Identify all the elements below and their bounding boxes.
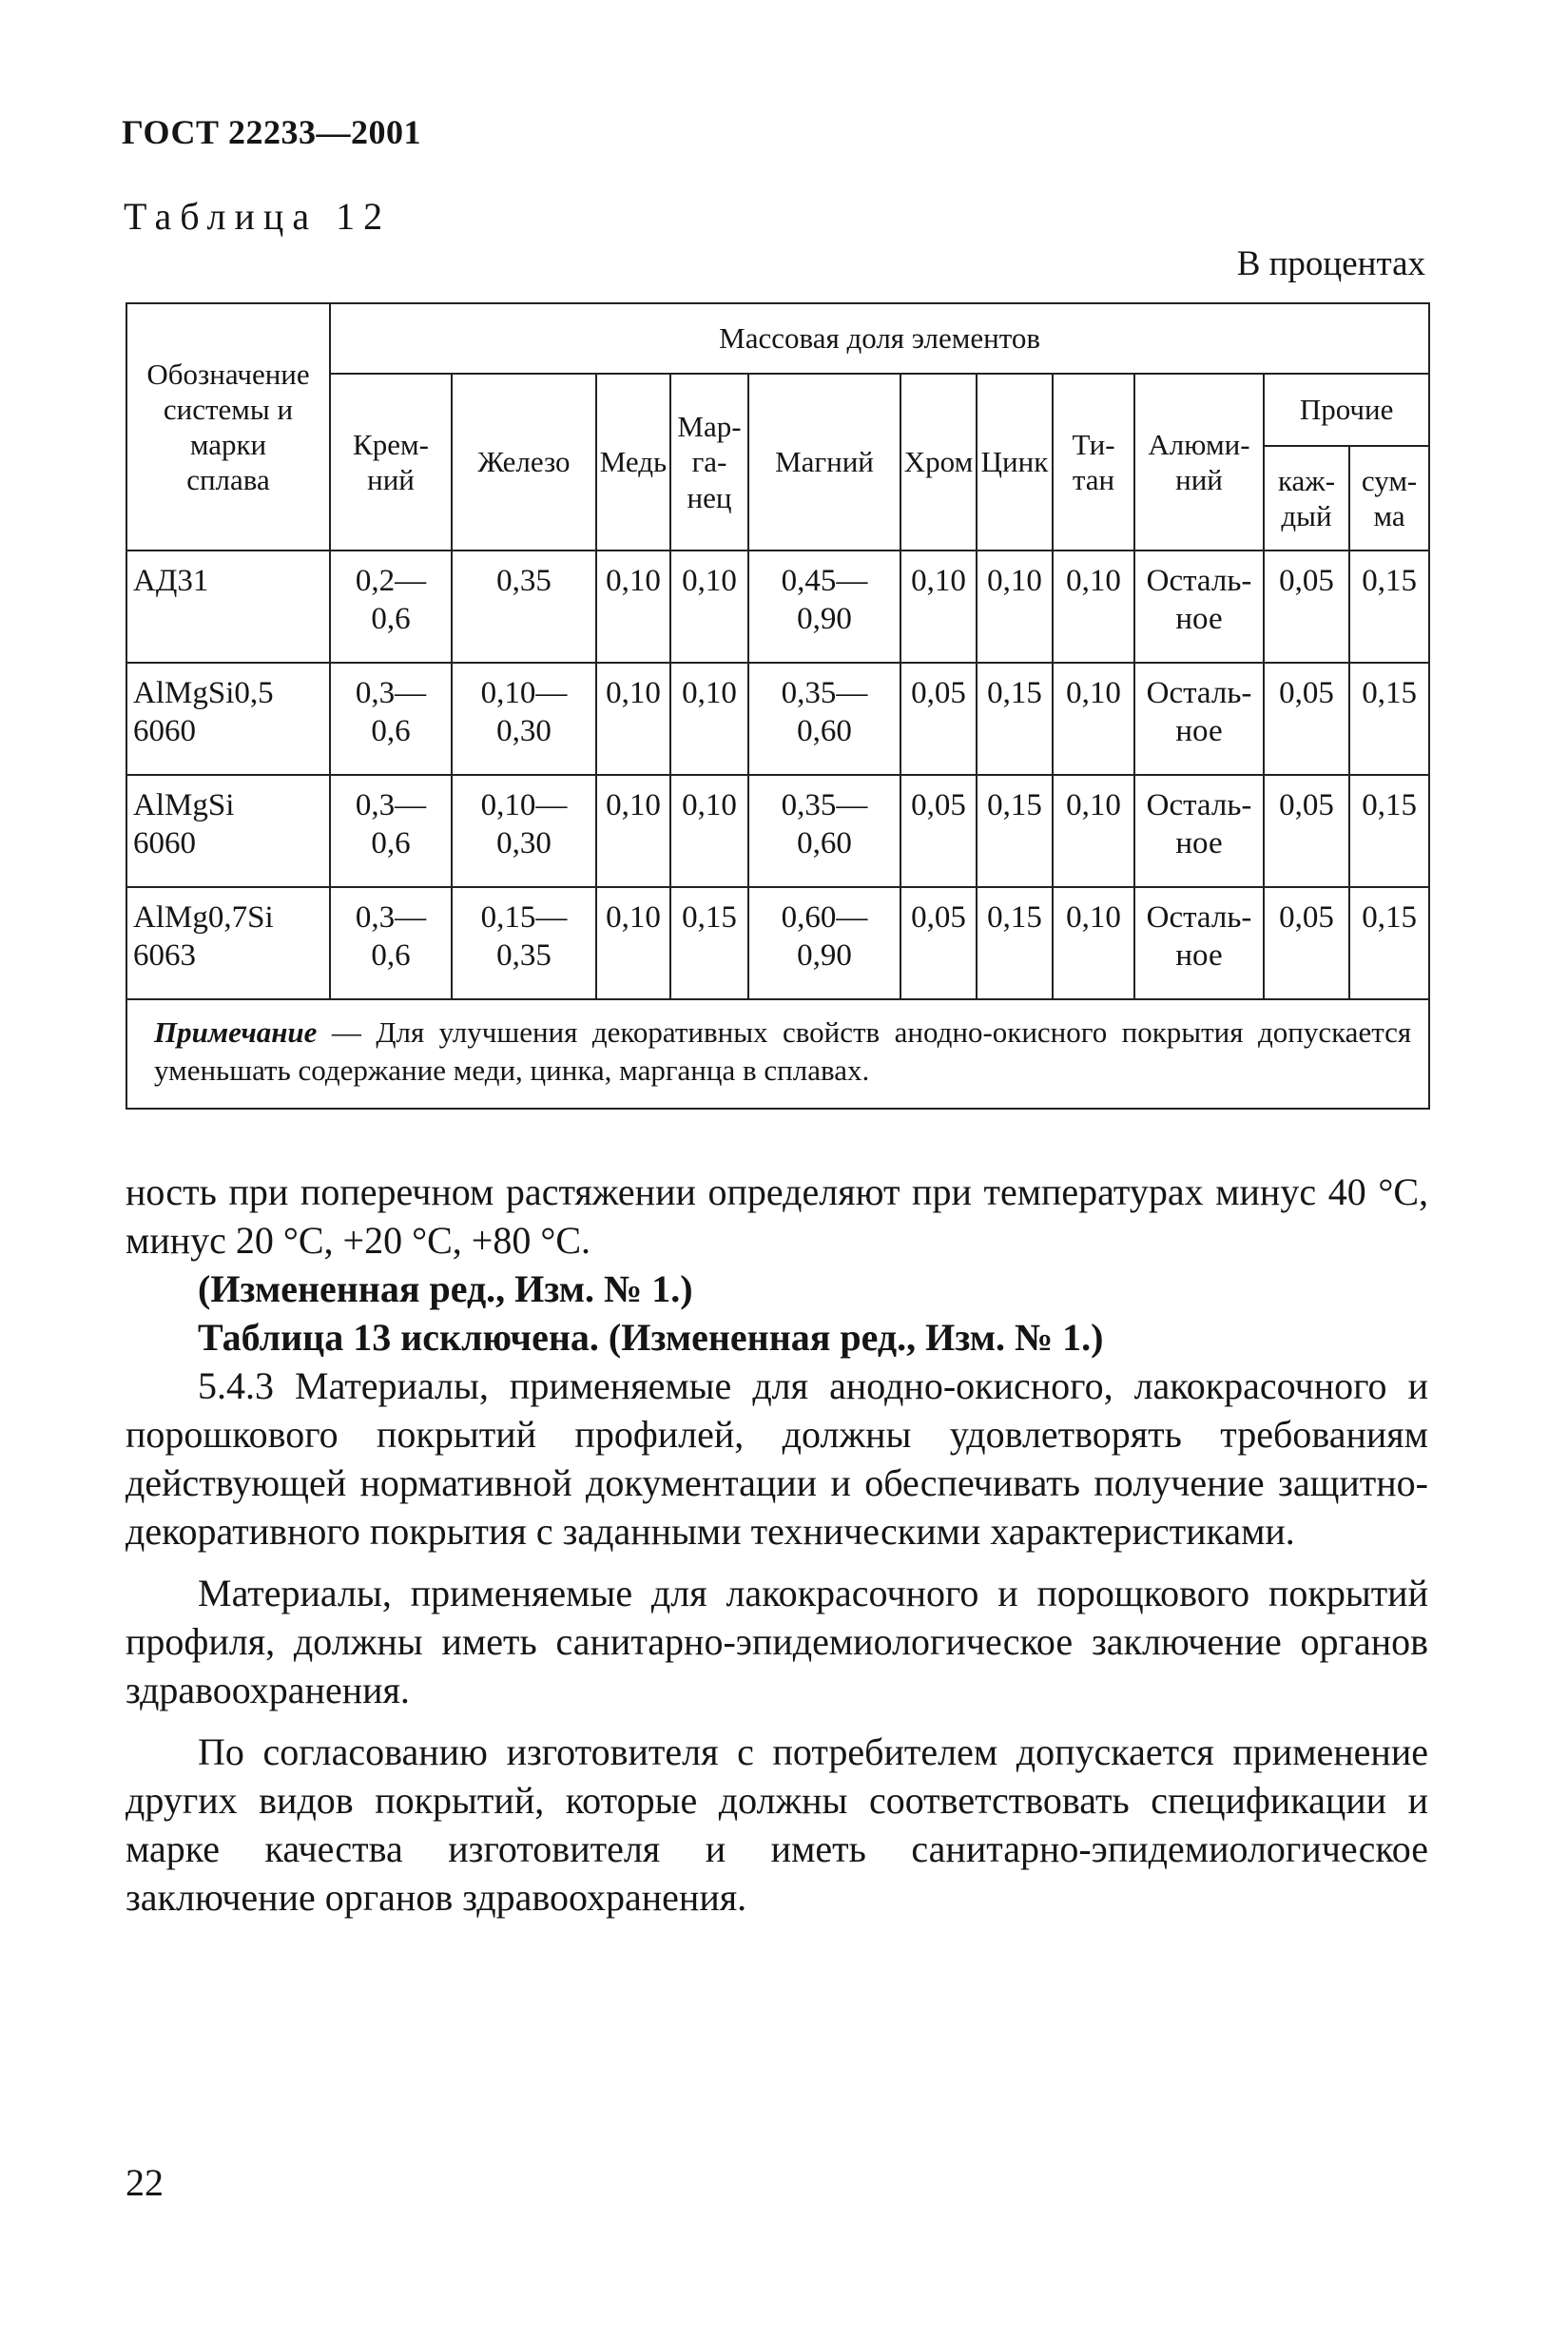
- document-code: ГОСТ 22233—2001: [122, 113, 421, 151]
- paragraph: ность при поперечном растяжении определяют при температурах минус 40 °С, минус 20 °С, +20 °С, +80 °С.: [126, 1170, 1428, 1262]
- cell-aluminium: Осталь- ное: [1134, 551, 1264, 663]
- header-magnesium: Магний: [748, 374, 900, 551]
- cell-chromium: 0,05: [900, 663, 977, 775]
- cell-zinc: 0,10: [977, 551, 1053, 663]
- cell-iron: 0,10— 0,30: [452, 775, 596, 887]
- cell-copper: 0,10: [596, 775, 670, 887]
- table-units: В процентах: [1236, 244, 1425, 283]
- note-text: — Для улучшения декоративных свойств анодно-окисного покрытия допускается уменьшать содержание меди, цинка, марганца в сплавах.: [154, 1015, 1412, 1088]
- header-titanium: Ти- тан: [1053, 374, 1134, 551]
- paragraph: По согласованию изготовителя с потребителем допускается применение других видов покрытий, которые должны соответствовать спецификации и марке качества изготовителя и иметь санитарно-эпидемиологическое заключение органов здравоохранения.: [126, 1730, 1428, 1919]
- header-aluminium: Алюми- ний: [1134, 374, 1264, 551]
- table-title: Таблица 12: [124, 195, 392, 238]
- page-number: 22: [126, 2161, 164, 2204]
- cell-copper: 0,10: [596, 551, 670, 663]
- header-other-sum: сум- ма: [1349, 446, 1429, 551]
- cell-titanium: 0,10: [1053, 551, 1134, 663]
- cell-magnesium: 0,35— 0,60: [748, 775, 900, 887]
- amendment-note: (Измененная ред., Изм. № 1.): [198, 1267, 693, 1310]
- cell-chromium: 0,10: [900, 551, 977, 663]
- paragraph: Материалы, применяемые для лакокрасочного и порощкового покрытий профиля, должны иметь санитарно-эпидемиологическое заключение органов здравоохранения.: [126, 1572, 1428, 1711]
- cell-chromium: 0,05: [900, 775, 977, 887]
- header-copper: Медь: [596, 374, 670, 551]
- header-iron: Железо: [452, 374, 596, 551]
- paragraph: 5.4.3 Материалы, применяемые для анодно-окисного, лакокрасочного и порошкового покрытий профилей, должны удовлетворять требованиям действующей нормативной документации и обеспечивать получение защитно-декоративного покрытия с заданными техническими характеристиками.: [126, 1364, 1428, 1553]
- table-row: [126, 775, 1429, 887]
- header-other-each: каж- дый: [1264, 446, 1349, 551]
- cell-manganese: 0,15: [670, 887, 748, 999]
- cell-copper: 0,10: [596, 663, 670, 775]
- amendment-note: Таблица 13 исключена. (Измененная ред., Изм. № 1.): [198, 1316, 1104, 1359]
- note-label: Примечание: [154, 1015, 318, 1049]
- header-other: Прочие: [1264, 374, 1429, 446]
- header-manganese: Мар- га- нец: [670, 374, 748, 551]
- header-designation: Обозначение системы и марки сплава: [126, 303, 330, 551]
- cell-aluminium: Осталь- ное: [1134, 775, 1264, 887]
- cell-alloy: AlMgSi 6060: [126, 775, 330, 887]
- table-note: [126, 999, 1429, 1109]
- cell-magnesium: 0,60— 0,90: [748, 887, 900, 999]
- cell-zinc: 0,15: [977, 775, 1053, 887]
- cell-titanium: 0,10: [1053, 663, 1134, 775]
- cell-silicon: 0,3— 0,6: [330, 887, 452, 999]
- cell-sum: 0,15: [1349, 887, 1429, 999]
- cell-manganese: 0,10: [670, 775, 748, 887]
- cell-copper: 0,10: [596, 887, 670, 999]
- cell-sum: 0,15: [1349, 775, 1429, 887]
- cell-magnesium: 0,45— 0,90: [748, 551, 900, 663]
- cell-sum: 0,15: [1349, 663, 1429, 775]
- cell-magnesium: 0,35— 0,60: [748, 663, 900, 775]
- cell-titanium: 0,10: [1053, 775, 1134, 887]
- cell-iron: 0,10— 0,30: [452, 663, 596, 775]
- header-zinc: Цинк: [977, 374, 1053, 551]
- table-note-row: [126, 999, 1429, 1109]
- cell-manganese: 0,10: [670, 551, 748, 663]
- body-text: [126, 1168, 1428, 1922]
- cell-manganese: 0,10: [670, 663, 748, 775]
- cell-aluminium: Осталь- ное: [1134, 663, 1264, 775]
- header-mass-fraction: Массовая доля элементов: [330, 303, 1429, 374]
- cell-each: 0,05: [1264, 775, 1349, 887]
- cell-silicon: 0,2— 0,6: [330, 551, 452, 663]
- table-row: [126, 887, 1429, 999]
- cell-each: 0,05: [1264, 663, 1349, 775]
- cell-each: 0,05: [1264, 887, 1349, 999]
- header-chromium: Хром: [900, 374, 977, 551]
- cell-alloy: АД31: [126, 551, 330, 663]
- composition-table: [126, 302, 1430, 1110]
- cell-sum: 0,15: [1349, 551, 1429, 663]
- table-row: [126, 551, 1429, 663]
- cell-zinc: 0,15: [977, 887, 1053, 999]
- cell-each: 0,05: [1264, 551, 1349, 663]
- table-row: [126, 663, 1429, 775]
- header-silicon: Крем- ний: [330, 374, 452, 551]
- cell-chromium: 0,05: [900, 887, 977, 999]
- cell-iron: 0,35: [452, 551, 596, 663]
- cell-silicon: 0,3— 0,6: [330, 663, 452, 775]
- cell-silicon: 0,3— 0,6: [330, 775, 452, 887]
- cell-zinc: 0,15: [977, 663, 1053, 775]
- cell-aluminium: Осталь- ное: [1134, 887, 1264, 999]
- cell-alloy: AlMg0,7Si 6063: [126, 887, 330, 999]
- cell-iron: 0,15— 0,35: [452, 887, 596, 999]
- cell-alloy: AlMgSi0,5 6060: [126, 663, 330, 775]
- cell-titanium: 0,10: [1053, 887, 1134, 999]
